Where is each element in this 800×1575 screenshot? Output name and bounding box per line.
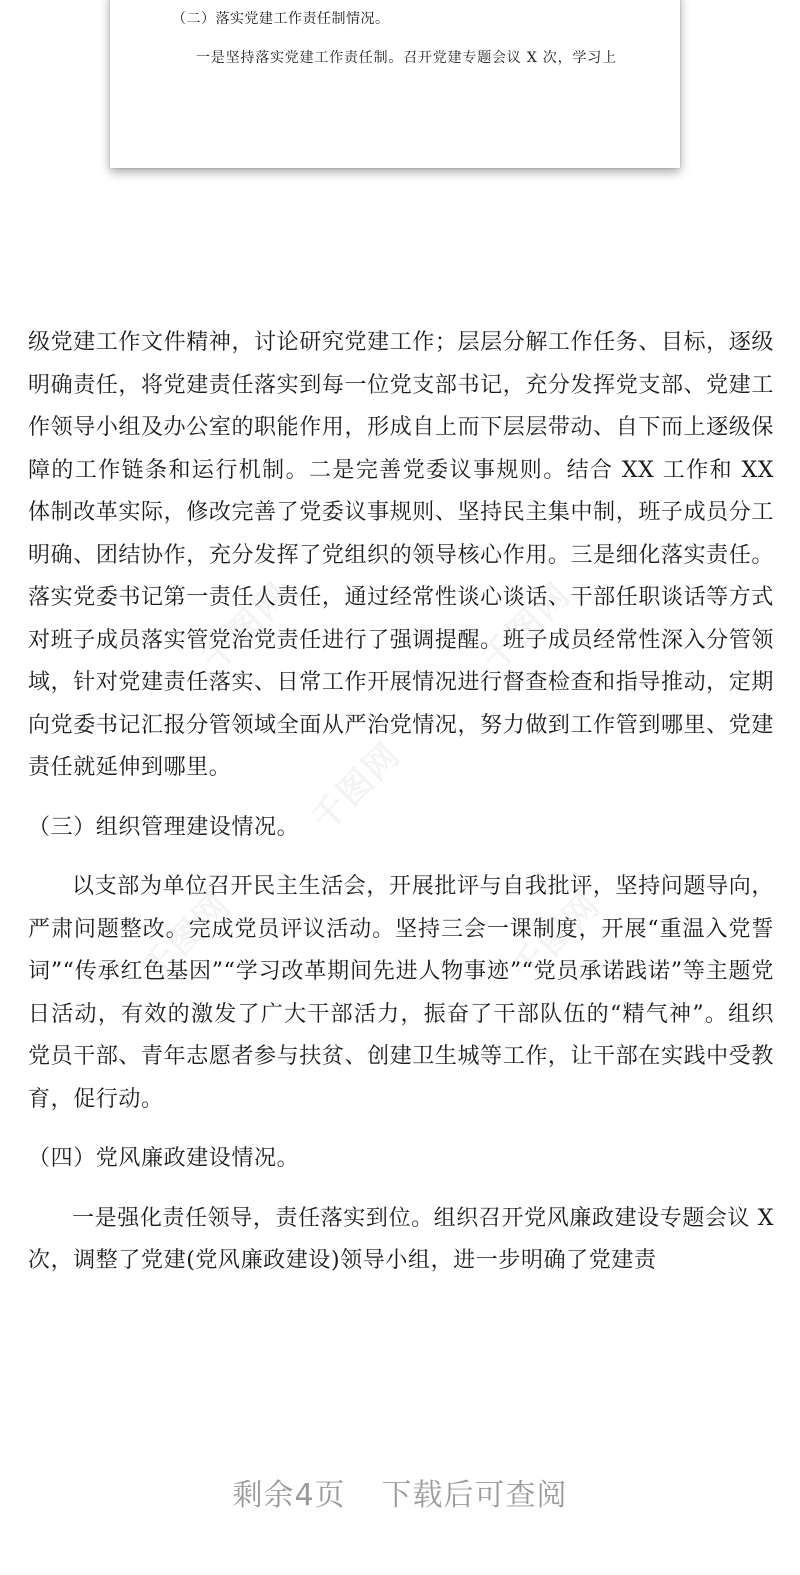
preview-heading: （二）落实党建工作责任制情况。 (172, 11, 390, 27)
download-prompt[interactable] (0, 1470, 800, 1514)
watermark: 千图网 (474, 574, 579, 680)
paragraph: 级党建工作文件精神，讨论研究党建工作；层层分解工作任务、目标，逐级明确责任，将党建责任落实到每一位党支部书记，充分发挥党支部、党建工作领导小组及办公室的职能作用，形成自上而下层层带动、自下而上逐级保障的工作链条和运行机制。二是完善党委议事规则。结合 XX 工作和 XX 体制改革实际，修改完善了党委议事规则、坚持民主集中制，班子成员分工明确、团结协作，充分发挥了党组织的领导核心作用。三是细化落实责任。落实党委书记第一责任人责任，通过经常性谈心谈话、干部任职谈话等方式对班子成员落实管党治党责任进行了强调提醒。班子成员经常性深入分管领域，针对党建责任落实、日常工作开展情况进行督查检查和指导推动，定期向党委书记汇报分管领域全面从严治党情况，努力做到工作管到哪里、党建责任就延伸到哪里。 (28, 330, 774, 780)
paragraph: 以支部为单位召开民主生活会，开展批评与自我批评，坚持问题导向，严肃问题整改。完成党员评议活动。坚持三会一课制度，开展“重温入党誓词”“传承红色基因”“学习改革期间先进人物事迹”“党员承诺践诺”等主题党日活动，有效的激发了广大干部活力，振奋了干部队伍的“精气神”。组织党员干部、青年志愿者参与扶贫、创建卫生城等工作，让干部在实践中受教育，促行动。 (28, 874, 774, 1112)
paragraph: 一是强化责任领导，责任落实到位。组织召开党风廉政建设专题会议 X 次，调整了党建(党风廉政建设)领导小组，进一步明确了党建责 (28, 1205, 774, 1273)
download-to-view-label[interactable]: 下载后可查阅 (381, 1478, 568, 1513)
watermark: 千图网 (134, 884, 239, 990)
remaining-pages-label: 剩余4页 (232, 1478, 346, 1513)
page-preview-card (110, 0, 680, 168)
section-heading: （四）党风廉政建设情况。 (28, 1146, 300, 1171)
section-heading: （三）组织管理建设情况。 (28, 814, 300, 840)
watermark: 千图网 (504, 884, 609, 990)
watermark: 千图网 (304, 734, 409, 840)
watermark: 千图网 (194, 574, 299, 680)
preview-line: 一是坚持落实党建工作责任制。召开党建专题会议 X 次，学习上 (196, 50, 617, 66)
document-body (28, 322, 774, 1283)
